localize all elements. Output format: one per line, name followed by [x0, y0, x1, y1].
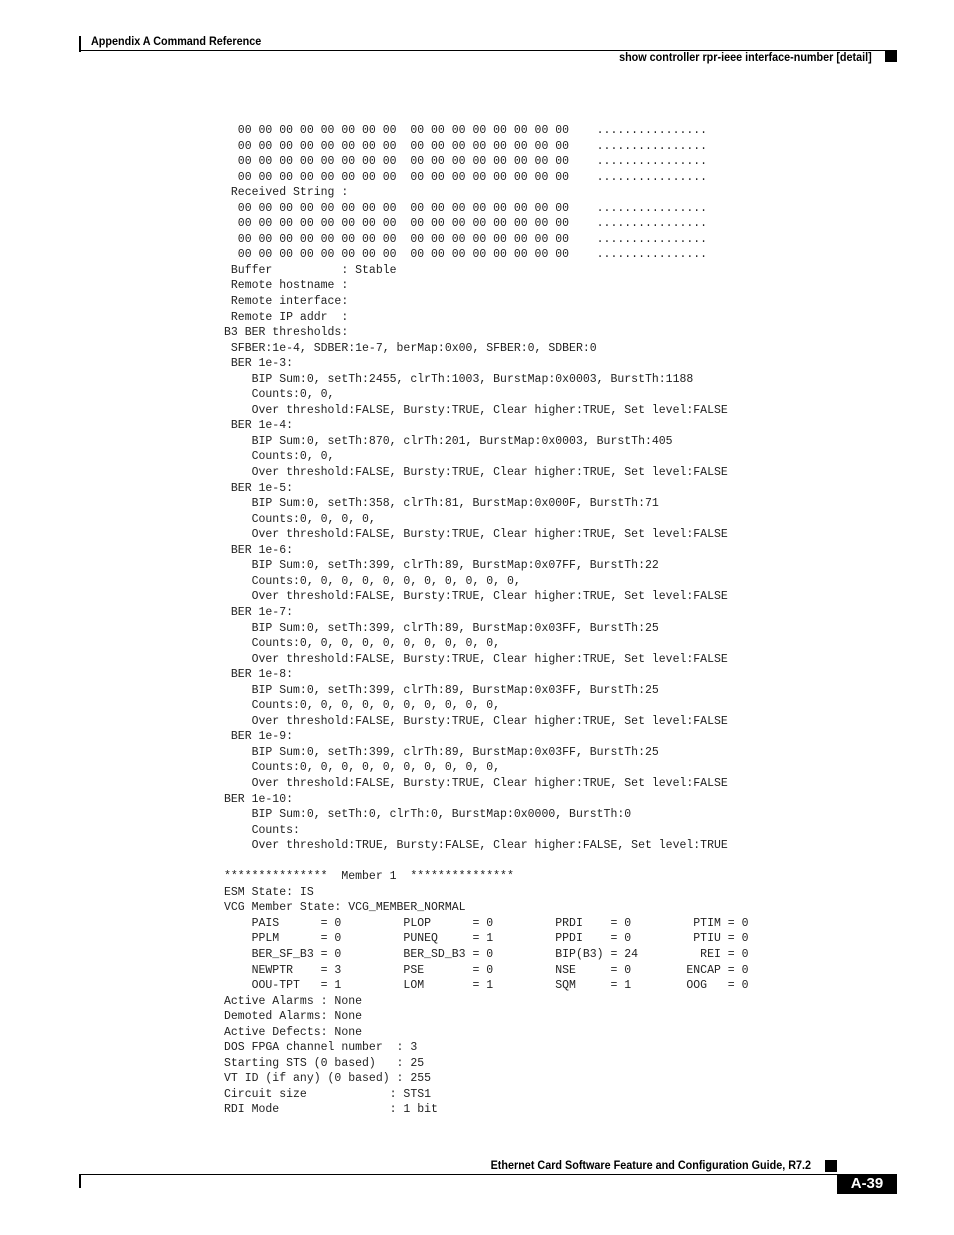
- code-line: DOS FPGA channel number : 3: [224, 1041, 418, 1055]
- code-line: 00 00 00 00 00 00 00 00 00 00 00 00 00 00 00 00 ................: [224, 155, 708, 169]
- header-marker-block: [885, 50, 897, 62]
- code-line: Buffer : Stable: [224, 263, 397, 277]
- code-line: BIP Sum:0, setTh:870, clrTh:201, BurstMap:0x0003, BurstTh:405: [224, 434, 673, 448]
- code-line: BIP Sum:0, setTh:399, clrTh:89, BurstMap:0x03FF, BurstTh:25: [224, 683, 659, 697]
- code-line: Counts:0, 0, 0, 0, 0, 0, 0, 0, 0, 0,: [224, 761, 501, 775]
- code-line: BIP Sum:0, setTh:399, clrTh:89, BurstMap:0x07FF, BurstTh:22: [224, 559, 659, 573]
- footer-rule: [79, 1174, 897, 1175]
- code-line: 00 00 00 00 00 00 00 00 00 00 00 00 00 00 00 00 ................: [224, 232, 708, 246]
- code-line: Over threshold:FALSE, Bursty:TRUE, Clear higher:TRUE, Set level:FALSE: [224, 466, 728, 480]
- code-line: Over threshold:TRUE, Bursty:FALSE, Clear higher:FALSE, Set level:TRUE: [224, 839, 728, 853]
- code-line: 00 00 00 00 00 00 00 00 00 00 00 00 00 00 00 00 ................: [224, 201, 708, 215]
- code-line: 00 00 00 00 00 00 00 00 00 00 00 00 00 00 00 00 ................: [224, 217, 708, 231]
- code-line: Remote IP addr :: [224, 310, 349, 324]
- code-line: VCG Member State: VCG_MEMBER_NORMAL: [224, 901, 466, 915]
- code-line: PPLM = 0 PUNEQ = 1 PPDI = 0 PTIU = 0: [224, 932, 749, 946]
- code-line: PAIS = 0 PLOP = 0 PRDI = 0 PTIM = 0: [224, 916, 749, 930]
- code-line: NEWPTR = 3 PSE = 0 NSE = 0 ENCAP = 0: [224, 963, 749, 977]
- footer-guide-title: Ethernet Card Software Feature and Configuration Guide, R7.2: [490, 1158, 811, 1172]
- code-line: BER 1e-9:: [224, 730, 294, 744]
- code-line: BIP Sum:0, setTh:399, clrTh:89, BurstMap:0x03FF, BurstTh:25: [224, 621, 659, 635]
- code-line: Counts:0, 0,: [224, 388, 335, 402]
- page-number: A-39: [837, 1174, 897, 1194]
- code-line: Starting STS (0 based) : 25: [224, 1056, 425, 1070]
- code-line: BIP Sum:0, setTh:0, clrTh:0, BurstMap:0x0000, BurstTh:0: [224, 808, 632, 822]
- code-line: BER 1e-8:: [224, 668, 294, 682]
- code-line: BER 1e-5:: [224, 481, 294, 495]
- code-line: SFBER:1e-4, SDBER:1e-7, berMap:0x00, SFBER:0, SDBER:0: [224, 341, 597, 355]
- code-line: Over threshold:FALSE, Bursty:TRUE, Clear higher:TRUE, Set level:FALSE: [224, 403, 728, 417]
- code-line: BIP Sum:0, setTh:2455, clrTh:1003, BurstMap:0x0003, BurstTh:1188: [224, 372, 694, 386]
- code-line: [224, 854, 749, 870]
- code-line: 00 00 00 00 00 00 00 00 00 00 00 00 00 00 00 00 ................: [224, 139, 708, 153]
- code-line: Active Defects: None: [224, 1025, 363, 1039]
- code-line: Demoted Alarms: None: [224, 1010, 363, 1024]
- code-line: BER 1e-10:: [224, 792, 294, 806]
- code-line: Counts:0, 0, 0, 0, 0, 0, 0, 0, 0, 0, 0,: [224, 574, 521, 588]
- code-line: *************** Member 1 ***************: [224, 870, 514, 884]
- running-header-chapter: Appendix A Command Reference: [91, 34, 262, 48]
- code-line: Counts:0, 0,: [224, 450, 335, 464]
- code-line: BER 1e-3:: [224, 357, 294, 371]
- code-line: BER 1e-6:: [224, 543, 294, 557]
- code-line: Counts:0, 0, 0, 0, 0, 0, 0, 0, 0, 0,: [224, 637, 501, 651]
- code-line: Received String :: [224, 186, 349, 200]
- code-line: VT ID (if any) (0 based) : 255: [224, 1072, 432, 1086]
- code-line: Over threshold:FALSE, Bursty:TRUE, Clear higher:TRUE, Set level:FALSE: [224, 528, 728, 542]
- footer-left-bar: [79, 1174, 81, 1188]
- code-line: Over threshold:FALSE, Bursty:TRUE, Clear higher:TRUE, Set level:FALSE: [224, 652, 728, 666]
- code-line: 00 00 00 00 00 00 00 00 00 00 00 00 00 00 00 00 ................: [224, 170, 708, 184]
- command-output-block: [224, 123, 749, 1118]
- code-line: BIP Sum:0, setTh:399, clrTh:89, BurstMap:0x03FF, BurstTh:25: [224, 745, 659, 759]
- footer-marker-block: [825, 1160, 837, 1172]
- code-line: Remote interface:: [224, 295, 349, 309]
- code-line: ESM State: IS: [224, 885, 314, 899]
- code-line: OOU-TPT = 1 LOM = 1 SQM = 1 OOG = 0: [224, 979, 749, 993]
- code-line: Remote hostname :: [224, 279, 349, 293]
- code-line: Over threshold:FALSE, Bursty:TRUE, Clear higher:TRUE, Set level:FALSE: [224, 714, 728, 728]
- code-line: BIP Sum:0, setTh:358, clrTh:81, BurstMap:0x000F, BurstTh:71: [224, 497, 659, 511]
- code-line: Counts:: [224, 823, 300, 837]
- code-line: RDI Mode : 1 bit: [224, 1103, 438, 1117]
- code-line: Counts:0, 0, 0, 0, 0, 0, 0, 0, 0, 0,: [224, 699, 501, 713]
- code-line: Circuit size : STS1: [224, 1087, 432, 1101]
- code-line: Counts:0, 0, 0, 0,: [224, 512, 376, 526]
- code-line: BER 1e-4:: [224, 419, 294, 433]
- code-line: Over threshold:FALSE, Bursty:TRUE, Clear higher:TRUE, Set level:FALSE: [224, 590, 728, 604]
- running-header-section: show controller rpr-ieee interface-number [detail]: [619, 50, 872, 64]
- code-line: BER 1e-7:: [224, 605, 294, 619]
- code-line: Over threshold:FALSE, Bursty:TRUE, Clear higher:TRUE, Set level:FALSE: [224, 776, 728, 790]
- code-line: 00 00 00 00 00 00 00 00 00 00 00 00 00 00 00 00 ................: [224, 124, 708, 137]
- code-line: B3 BER thresholds:: [224, 326, 349, 340]
- code-line: 00 00 00 00 00 00 00 00 00 00 00 00 00 00 00 00 ................: [224, 248, 708, 262]
- code-line: BER_SF_B3 = 0 BER_SD_B3 = 0 BIP(B3) = 24 REI = 0: [224, 947, 749, 961]
- code-line: Active Alarms : None: [224, 994, 363, 1008]
